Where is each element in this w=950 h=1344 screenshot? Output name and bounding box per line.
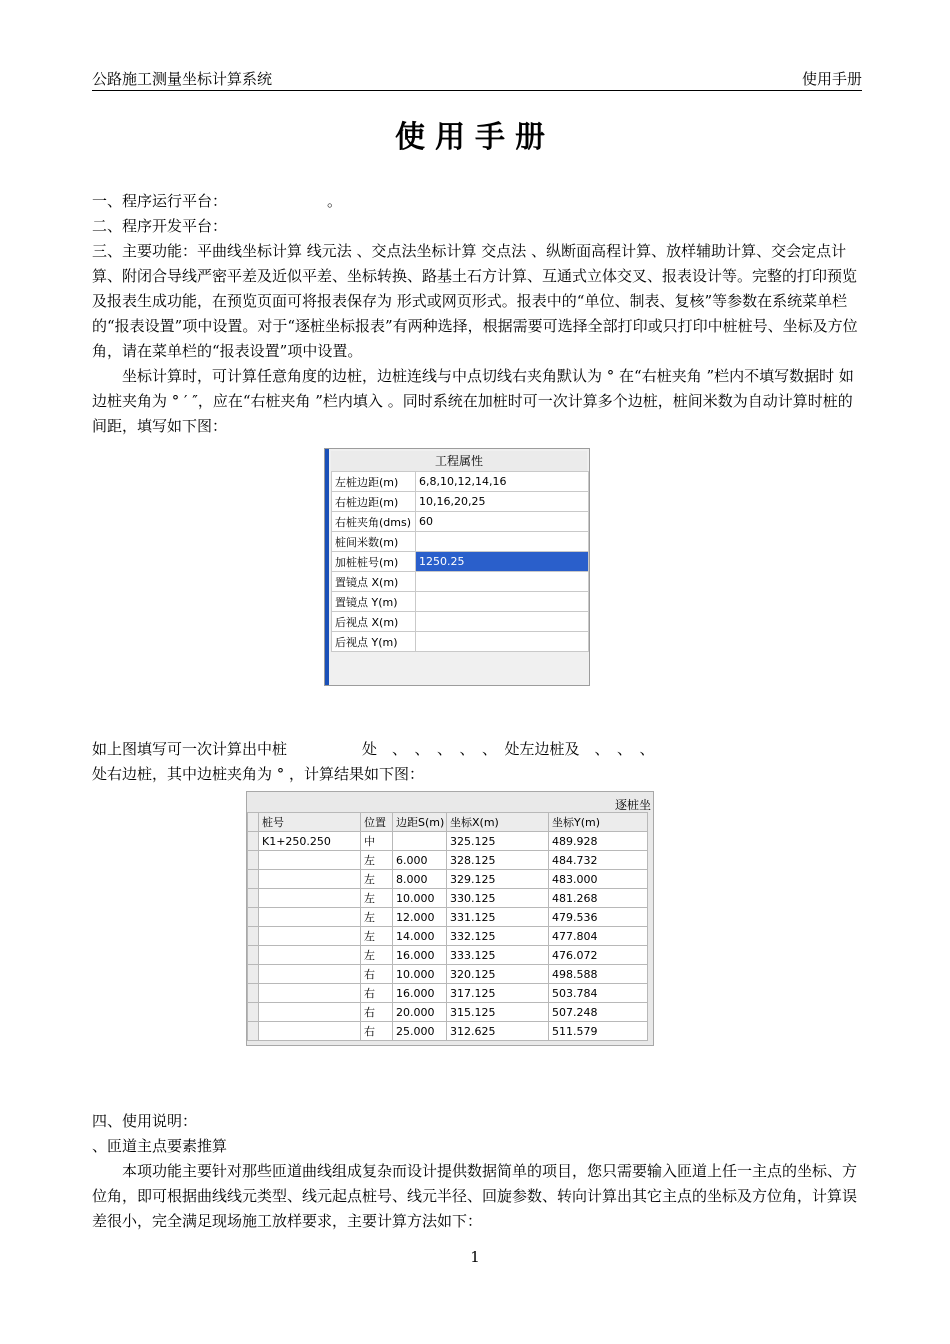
grid-key: 右桩边距(m) bbox=[332, 492, 416, 512]
cell-station[interactable] bbox=[259, 1022, 361, 1041]
grid-key: 右桩夹角(dms) bbox=[332, 512, 416, 532]
grid-key: 加桩桩号(m) bbox=[332, 552, 416, 572]
cell-x[interactable]: 325.125 bbox=[447, 832, 549, 851]
cell-position[interactable]: 右 bbox=[361, 1022, 393, 1041]
platform-label: 一、程序运行平台： bbox=[92, 192, 228, 210]
cell-position[interactable]: 中 bbox=[361, 832, 393, 851]
section4-heading: 四、使用说明： bbox=[92, 1112, 198, 1130]
dev-platform-line: 二、程序开发平台： bbox=[92, 217, 228, 235]
cell-station[interactable]: K1+250.250 bbox=[259, 832, 361, 851]
row-indicator[interactable] bbox=[248, 984, 259, 1003]
table-row[interactable] bbox=[248, 1003, 648, 1022]
cell-position[interactable]: 右 bbox=[361, 965, 393, 984]
row-indicator[interactable] bbox=[248, 832, 259, 851]
page-title: 使用手册 bbox=[395, 120, 555, 155]
side-stake-paragraph: 坐标计算时，可计算任意角度的边桩，边桩连线与中点切线右夹角默认为 ° 在“右桩夹角 ”栏内不填写数据时 如边桩夹角为 ° ′ ″，应在“右桩夹角 ”栏内填入 。同时系统在加桩时可一次计算多个边桩，桩间米数为自动计算时桩的间距，填写如下图： bbox=[92, 367, 854, 435]
grid-key: 后视点 X(m) bbox=[332, 612, 416, 632]
col-header-position[interactable]: 位置 bbox=[361, 813, 393, 832]
cell-position[interactable]: 左 bbox=[361, 908, 393, 927]
grid-row-selected[interactable] bbox=[332, 552, 589, 572]
row-indicator-header bbox=[248, 813, 259, 832]
row-indicator[interactable] bbox=[248, 908, 259, 927]
cell-y[interactable]: 507.248 bbox=[549, 1003, 648, 1022]
cell-offset[interactable]: 20.000 bbox=[393, 1003, 447, 1022]
cell-x[interactable]: 320.125 bbox=[447, 965, 549, 984]
cell-x[interactable]: 329.125 bbox=[447, 870, 549, 889]
table-row[interactable] bbox=[248, 851, 648, 870]
grid-key: 后视点 Y(m) bbox=[332, 632, 416, 652]
cell-y[interactable]: 503.784 bbox=[549, 984, 648, 1003]
cell-y[interactable]: 477.804 bbox=[549, 927, 648, 946]
cell-station[interactable] bbox=[259, 965, 361, 984]
row-indicator[interactable] bbox=[248, 870, 259, 889]
cell-offset[interactable] bbox=[393, 832, 447, 851]
grid-row[interactable] bbox=[332, 592, 589, 612]
features-paragraph: 三、主要功能：平曲线坐标计算 线元法 、交点法坐标计算 交点法 、纵断面高程计算、放样辅助计算、交会定点计算、附闭合导线严密平差及近似平差、坐标转换、路基土石方计算、互通式立体交叉、报表设计等。完整的打印预览及报表生成功能，在预览页面可将报表保存为 形式或网页形式。报表中的“单位、制表、复核”等参数在系统菜单栏的“报表设置”项中设置。对于“逐桩坐标报表”有两种选择，根据需要可选择全部打印或只打印中桩桩号、坐标及方位角，请在菜单栏的“报表设置”项中设置。 bbox=[92, 242, 858, 360]
page-header bbox=[92, 62, 862, 91]
cell-y[interactable]: 484.732 bbox=[549, 851, 648, 870]
cell-x[interactable]: 330.125 bbox=[447, 889, 549, 908]
cell-station[interactable] bbox=[259, 851, 361, 870]
table-row[interactable] bbox=[248, 1022, 648, 1041]
cell-x[interactable]: 315.125 bbox=[447, 1003, 549, 1022]
cell-y[interactable]: 479.536 bbox=[549, 908, 648, 927]
cell-offset[interactable]: 10.000 bbox=[393, 965, 447, 984]
row-indicator[interactable] bbox=[248, 1003, 259, 1022]
row-indicator[interactable] bbox=[248, 946, 259, 965]
cell-position[interactable]: 左 bbox=[361, 946, 393, 965]
cell-x[interactable]: 328.125 bbox=[447, 851, 549, 870]
cell-offset[interactable]: 8.000 bbox=[393, 870, 447, 889]
row-indicator[interactable] bbox=[248, 851, 259, 870]
cell-x[interactable]: 317.125 bbox=[447, 984, 549, 1003]
section4-paragraph: 本项功能主要针对那些匝道曲线组成复杂而设计提供数据简单的项目，您只需要输入匝道上任一主点的坐标、方位角，即可根据曲线线元类型、线元起点桩号、线元半径、回旋参数、转向计算出其它主点的坐标及方位角，计算误差很小，完全满足现场施工放样要求，主要计算方法如下： bbox=[92, 1162, 858, 1230]
page-number: 1 bbox=[470, 1248, 480, 1266]
row-indicator[interactable] bbox=[248, 927, 259, 946]
result-intro-line-1: 如上图填写可一次计算出中桩 处 、 、 、 、 、 处左边桩及 、 、 、 bbox=[92, 740, 655, 758]
cell-x[interactable]: 332.125 bbox=[447, 927, 549, 946]
grid-row[interactable] bbox=[332, 512, 589, 532]
table-row[interactable] bbox=[248, 946, 648, 965]
grid-row[interactable] bbox=[332, 472, 589, 492]
cell-y[interactable]: 481.268 bbox=[549, 889, 648, 908]
header-doc-type: 使用手册 bbox=[801, 70, 862, 88]
table-row[interactable] bbox=[248, 870, 648, 889]
cell-offset[interactable]: 14.000 bbox=[393, 927, 447, 946]
grid-row[interactable] bbox=[332, 572, 589, 592]
cell-position[interactable]: 左 bbox=[361, 870, 393, 889]
grid-value[interactable]: 6,8,10,12,14,16 bbox=[416, 472, 589, 492]
row-indicator[interactable] bbox=[248, 889, 259, 908]
cell-position[interactable]: 右 bbox=[361, 984, 393, 1003]
cell-x[interactable]: 331.125 bbox=[447, 908, 549, 927]
grid-row[interactable] bbox=[332, 492, 589, 512]
cell-station[interactable] bbox=[259, 870, 361, 889]
cell-station[interactable] bbox=[259, 908, 361, 927]
grid-key: 左桩边距(m) bbox=[332, 472, 416, 492]
table-row[interactable] bbox=[248, 984, 648, 1003]
col-header-x[interactable]: 坐标X(m) bbox=[447, 813, 549, 832]
cell-y[interactable]: 483.000 bbox=[549, 870, 648, 889]
cell-offset[interactable]: 16.000 bbox=[393, 946, 447, 965]
grid-value[interactable] bbox=[416, 572, 589, 592]
grid-title: 工程属性 bbox=[331, 451, 587, 472]
section4-subheading: 、匝道主点要素推算 bbox=[92, 1137, 228, 1155]
table-row[interactable] bbox=[248, 832, 648, 851]
property-grid bbox=[324, 448, 590, 686]
cell-offset[interactable]: 25.000 bbox=[393, 1022, 447, 1041]
result-intro-line-2: 处右边桩，其中边桩夹角为 ° ，计算结果如下图： bbox=[92, 765, 425, 783]
grid-row[interactable] bbox=[332, 632, 589, 652]
grid-row[interactable] bbox=[332, 612, 589, 632]
table-row[interactable] bbox=[248, 927, 648, 946]
cell-position[interactable]: 左 bbox=[361, 851, 393, 870]
cell-y[interactable]: 489.928 bbox=[549, 832, 648, 851]
grid-value[interactable]: 60 bbox=[416, 512, 589, 532]
grid-accent-bar bbox=[325, 449, 329, 685]
grid-key: 置镜点 X(m) bbox=[332, 572, 416, 592]
table-row[interactable] bbox=[248, 889, 648, 908]
cell-station[interactable] bbox=[259, 1003, 361, 1022]
grid-row[interactable] bbox=[332, 532, 589, 552]
cell-y[interactable]: 476.072 bbox=[549, 946, 648, 965]
cell-x[interactable]: 312.625 bbox=[447, 1022, 549, 1041]
cell-y[interactable]: 511.579 bbox=[549, 1022, 648, 1041]
platform-line bbox=[92, 189, 862, 214]
result-table-window bbox=[246, 791, 654, 1046]
col-header-offset[interactable]: 边距S(m) bbox=[393, 813, 447, 832]
grid-value[interactable] bbox=[416, 612, 589, 632]
cell-x[interactable]: 333.125 bbox=[447, 946, 549, 965]
col-header-station[interactable]: 桩号 bbox=[259, 813, 361, 832]
grid-value[interactable]: 10,16,20,25 bbox=[416, 492, 589, 512]
cell-offset[interactable]: 12.000 bbox=[393, 908, 447, 927]
cell-y[interactable]: 498.588 bbox=[549, 965, 648, 984]
col-header-y[interactable]: 坐标Y(m) bbox=[549, 813, 648, 832]
cell-station[interactable] bbox=[259, 927, 361, 946]
table-row[interactable] bbox=[248, 965, 648, 984]
table-row[interactable] bbox=[248, 908, 648, 927]
cell-offset[interactable]: 6.000 bbox=[393, 851, 447, 870]
property-table bbox=[331, 471, 589, 652]
result-header-row bbox=[248, 813, 648, 832]
grid-key: 桩间米数(m) bbox=[332, 532, 416, 552]
cell-station[interactable] bbox=[259, 984, 361, 1003]
cell-offset[interactable]: 16.000 bbox=[393, 984, 447, 1003]
platform-end: 。 bbox=[327, 192, 343, 210]
grid-value[interactable] bbox=[416, 592, 589, 612]
cell-offset[interactable]: 10.000 bbox=[393, 889, 447, 908]
grid-value[interactable] bbox=[416, 632, 589, 652]
cell-station[interactable] bbox=[259, 946, 361, 965]
result-table bbox=[247, 812, 648, 1041]
grid-value[interactable]: 1250.25 bbox=[416, 552, 589, 572]
cell-position[interactable]: 左 bbox=[361, 889, 393, 908]
grid-value[interactable] bbox=[416, 532, 589, 552]
header-title: 公路施工测量坐标计算系统 bbox=[92, 70, 273, 88]
row-indicator[interactable] bbox=[248, 1022, 259, 1041]
cell-position[interactable]: 左 bbox=[361, 927, 393, 946]
row-indicator[interactable] bbox=[248, 965, 259, 984]
cell-position[interactable]: 右 bbox=[361, 1003, 393, 1022]
result-table-title: 逐桩坐 bbox=[614, 798, 651, 812]
grid-key: 置镜点 Y(m) bbox=[332, 592, 416, 612]
cell-station[interactable] bbox=[259, 889, 361, 908]
